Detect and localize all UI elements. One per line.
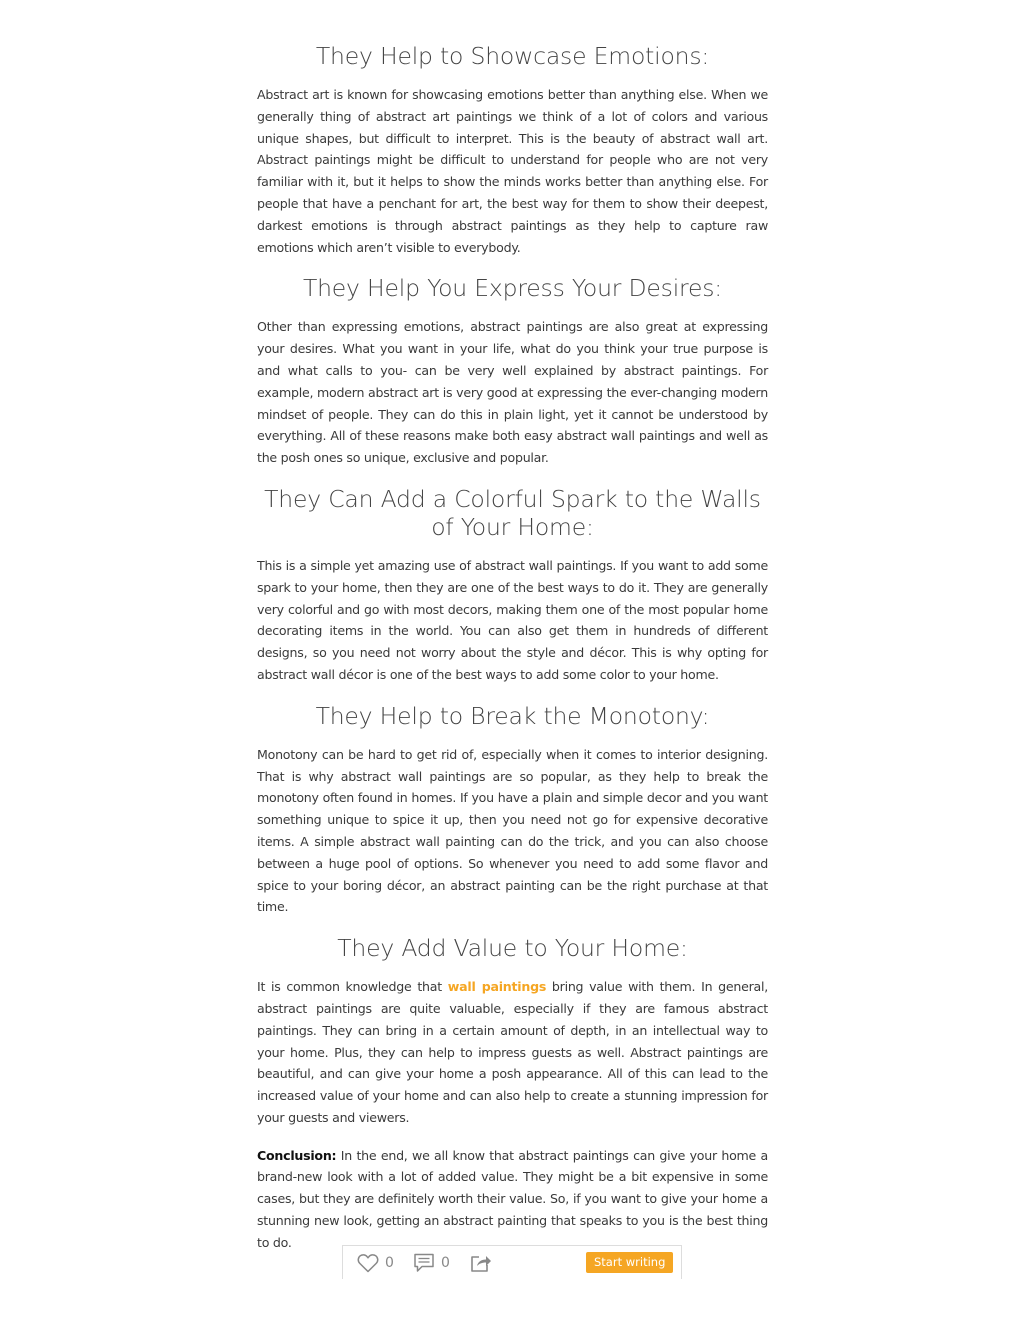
section-body-value — [257, 976, 768, 1129]
start-writing-button[interactable]: Start writing — [586, 1252, 673, 1273]
article — [257, 42, 768, 1270]
section-body-emotions: Abstract art is known for showcasing emotions better than anything else. When we generally thing of abstract art paintings we think of a lot of colors and various unique shapes, but difficult to interpret. This is the beauty of abstract wall art. Abstract paintings might be difficult to understand for people who are not very familiar with it, but it helps to show the minds works better than anything else. For people that have a penchant for art, the best way for them to show their deepest, darkest emotions is through abstract paintings as they help to capture raw emotions which aren’t visible to everybody. — [257, 87, 768, 255]
like-count: 0 — [385, 1255, 394, 1271]
section-heading-emotions: They Help to Showcase Emotions: — [315, 42, 710, 70]
share-icon — [470, 1253, 492, 1273]
comment-icon — [413, 1253, 435, 1273]
conclusion-text: In the end, we all know that abstract paintings can give your home a brand-new look with a lot of added value. They might be a bit expensive in some cases, but they are definitely worth their value. So, if you want to give your home a stunning new look, getting an abstract painting that speaks to you is the best thing to do. — [257, 1147, 768, 1250]
heart-icon — [357, 1253, 379, 1273]
section-body-monotony: Monotony can be hard to get rid of, especially when it comes to interior designing. That is why abstract wall paintings are so popular, as they help to break the monotony often found in homes. If you have a plain and simple decor and you want something unique to spice it up, then you need not go for expensive decorative items. A simple abstract wall painting can do the trick, and you can also choose between a huge pool of options. So whenever you need to add some flavor and spice to your boring décor, an abstract painting can be the right purchase at that time. — [257, 746, 768, 915]
value-text-before-link: It is common knowledge that — [257, 979, 448, 995]
comment-count: 0 — [441, 1255, 450, 1271]
section-heading-value: They Add Value to Your Home: — [337, 934, 688, 963]
conclusion-paragraph — [257, 1145, 768, 1254]
section-heading-colorful-spark: They Can Add a Colorful Spark to the Walls of Your Home: — [264, 484, 761, 541]
value-text-after-link: bring value with them. In general, abstract paintings are quite valuable, especially if they are famous abstract paintings. They can bring in a certain amount of depth, in an intellectual way to your home. Plus, they can help to impress guests as well. Abstract paintings are beautiful, and can give your home a posh appearance. All of this can lead to the increased value of your home and can also help to create a stunning impression for your guests and viewers. — [257, 979, 768, 1125]
conclusion-label: Conclusion: — [257, 1147, 337, 1163]
section-body-desires: Other than expressing emotions, abstract paintings are also great at expressing your desires. What you want in your life, what do you think your true purpose is and what calls to you- can be very well explained by abstract paintings. For example, modern abstract art is very good at expressing the ever-changing modern mindset of people. They can do this in plain light, yet it cannot be understood by everything. All of these reasons make both easy abstract wall paintings and well as the posh ones so unique, exclusive and popular. — [257, 319, 768, 466]
section-heading-monotony: They Help to Break the Monotony: — [315, 701, 710, 730]
share-button[interactable] — [470, 1253, 492, 1273]
wall-paintings-link[interactable]: wall paintings — [447, 979, 547, 995]
section-heading-desires: They Help You Express Your Desires: — [302, 274, 723, 303]
comment-button[interactable] — [413, 1253, 450, 1273]
section-body-colorful-spark: This is a simple yet amazing use of abstract wall paintings. If you want to add some spark to your home, then they are one of the best ways to do it. They are generally very colorful and go with most decors, making them one of the most popular home decorating items in the world. You can also get them in hundreds of different designs, so you need not worry about the style and décor. This is why opting for abstract wall décor is one of the best ways to add some color to your home. — [257, 557, 768, 682]
like-button[interactable] — [357, 1253, 394, 1273]
action-bar — [342, 1245, 682, 1279]
